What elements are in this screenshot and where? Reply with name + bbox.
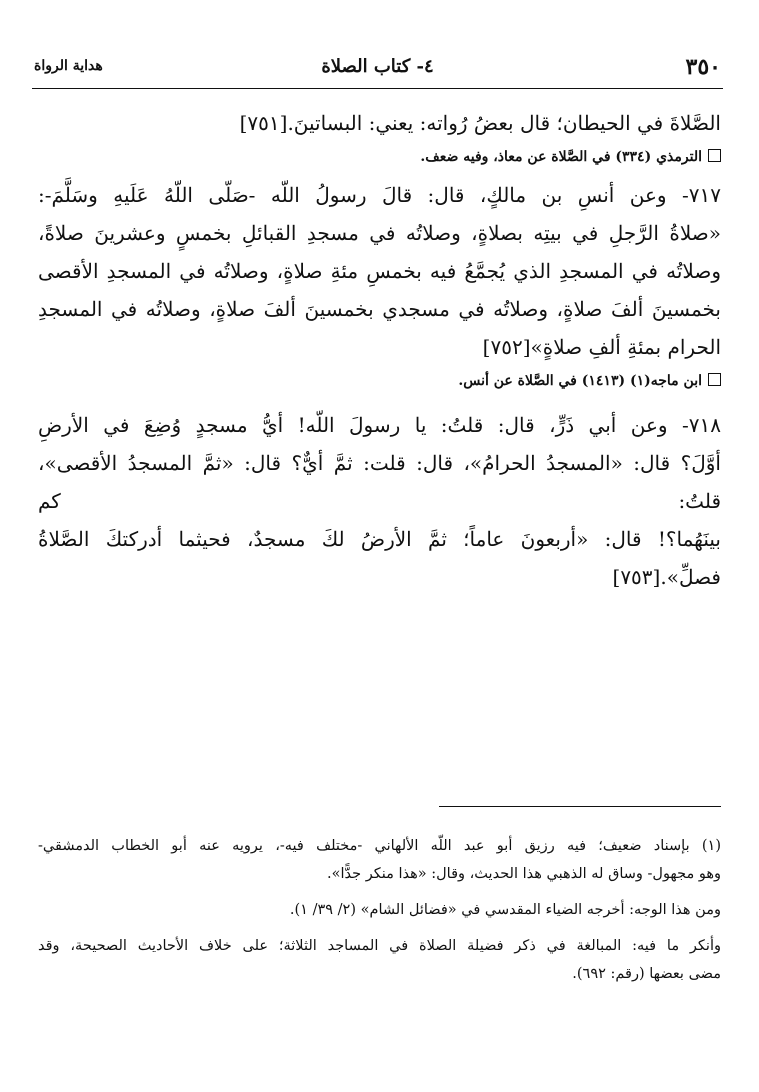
source-text-752: ابن ماجه(١) (١٤١٣) في الصَّلاة عن أنس. [458,373,702,389]
hadith-line: أوَّلَ؟ قال: «المسجدُ الحرامُ»، قال: قلت: ثمَّ أيٌّ؟ قال: «ثمَّ المسجدُ الأقصى»، قلتُ: كم [38,451,721,513]
intro-line: الصَّلاةَ في الحيطان؛ قال بعضُ رُواته: يعني: البساتينَ.[٧٥١] [239,111,721,135]
hadith-line: فصلِّ».[٧٥٣] [612,565,721,589]
footnote-line: (١) بإسناد ضعيف؛ فيه رزيق أبو عبد اللّه الألهاني -مختلف فيه-، يرويه عنه أبو الخطاب الدمشقي- [38,838,721,854]
chapter-title: ٤- كتاب الصلاة [321,56,434,77]
source-note-751 [38,144,721,170]
main-text [38,104,721,596]
page-header [34,54,721,86]
hadith-line: وصلاتُه في المسجدِ الذي يُجمَّعُ فيه بخمسِ مئةِ صلاةٍ، وصلاتُه في المسجدِ الأقصى [38,259,721,283]
footnote-line: مضى بعضها (رقم: ٦٩٢). [572,966,721,982]
hadith-line: ٧١٧- وعن أنسِ بن مالكٍ، قال: قالَ رسولُ اللّه -صَلّى اللّهُ عَلَيهِ وسَلَّمَ-: [38,183,721,207]
book-title: هداية الرواة [34,58,103,74]
source-note-752 [38,368,721,394]
footnotes [38,832,721,988]
hadith-line: الحرام بمئةِ ألفِ صلاةٍ»[٧٥٢] [482,335,721,359]
header-divider [32,88,723,89]
footnote-line: وأنكر ما فيه: المبالغة في ذكر فضيلة الصلاة في المساجد الثلاثة؛ على خلاف الأحاديث الصحيحة، وقد [38,938,721,954]
square-marker-icon [708,149,721,162]
hadith-line: بخمسينَ ألفَ صلاةٍ، وصلاتُه في مسجدي بخمسينَ ألفَ صلاةٍ، وصلاتُه في المسجدِ [38,297,721,321]
hadith-line: ٧١٨- وعن أبي ذَرٍّ، قال: قلتُ: يا رسولَ اللّه! أيُّ مسجدٍ وُضِعَ في الأرضِ [38,413,721,437]
hadith-718 [38,406,721,596]
hadith-line: «صلاةُ الرَّجلِ في بيتِه بصلاةٍ، وصلاتُه في مسجدِ القبائلِ بخمسٍ وعشرينَ صلاةً، [38,221,722,245]
square-marker-icon [708,373,721,386]
source-text-751: الترمذي (٣٣٤) في الصَّلاة عن معاذ، وفيه ضعف. [420,149,702,165]
hadith-717 [38,176,721,366]
footnote-line: وهو مجهول- وساق له الذهبي هذا الحديث، وقال: «هذا منكر جدًّا». [327,866,721,882]
page-number: ٣٥٠ [685,54,721,80]
footnote-line: ومن هذا الوجه: أخرجه الضياء المقدسي في «فضائل الشام» (٢/ ٣٩/ ١). [289,902,721,918]
hadith-line: بينَهُما؟! قال: «أربعونَ عاماً؛ ثمَّ الأرضُ لكَ مسجدٌ، فحيثما أدركتكَ الصَّلاةُ [38,527,721,551]
footnote-divider [439,806,721,807]
